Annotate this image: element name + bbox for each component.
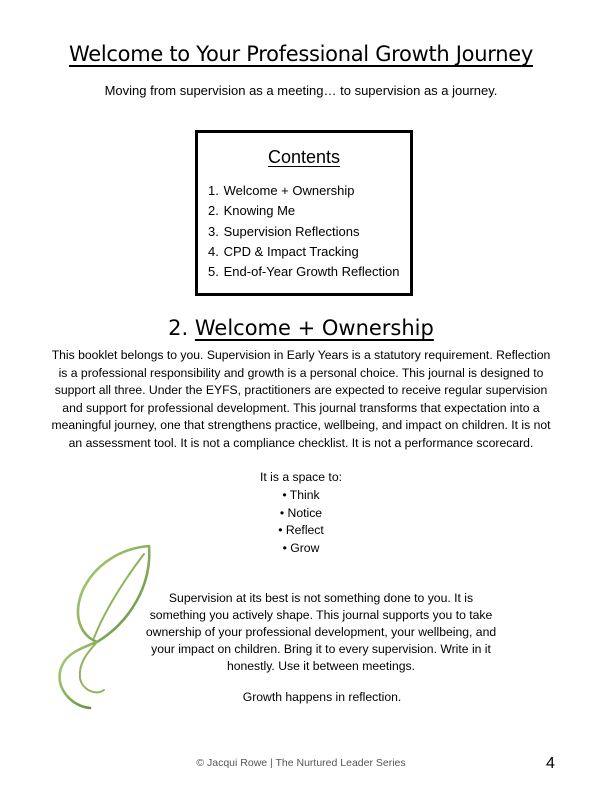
contents-item: 4. CPD & Impact Tracking bbox=[208, 243, 359, 259]
contents-box bbox=[195, 130, 413, 296]
list-item: • Reflect bbox=[278, 523, 324, 537]
contents-item: 2. Knowing Me bbox=[208, 203, 296, 219]
footer-copyright: © Jacqui Rowe | The Nurtured Leader Series bbox=[196, 757, 406, 769]
page-subtitle: Moving from supervision as a meeting… to supervision as a journey. bbox=[104, 83, 498, 98]
intro-paragraph: This booklet belongs to you. Supervision in Early Years is a statutory requirement. Reflection is a professional responsibility and growth is a personal choice. This journal is designed to support all three. Under the EYFS, practitioners are expected to receive regular supervision and support for professional development. This journal transforms that expectation into a meaningful journey, one that strengthens practice, wellbeing, and impact on children. It is not an assessment tool. It is not a compliance checklist. It is not a performance scorecard. bbox=[51, 348, 551, 450]
section-heading bbox=[0, 316, 602, 340]
section-number: 2. bbox=[168, 316, 189, 340]
contents-item: 5. End-of-Year Growth Reflection bbox=[208, 264, 400, 280]
page-title: Welcome to Your Professional Growth Journey bbox=[69, 42, 533, 66]
contents-list bbox=[208, 181, 399, 282]
space-lead: It is a space to: bbox=[260, 470, 342, 484]
growth-line: Growth happens in reflection. bbox=[242, 690, 402, 704]
closing-paragraph: Supervision at its best is not something done to you. It is something you actively shape. This journal supports you to take ownership of your professional development, your wellbeing, and your impact on children. Bring it to every supervision. Write in it honestly. Use it between meetings. bbox=[145, 591, 497, 673]
list-item: • Notice bbox=[279, 505, 323, 520]
contents-item: 3. Supervision Reflections bbox=[208, 223, 360, 239]
section-title: Welcome + Ownership bbox=[194, 316, 434, 340]
list-item: • Think bbox=[282, 488, 320, 502]
contents-item: 1. Welcome + Ownership bbox=[208, 183, 355, 198]
contents-title: Contents bbox=[267, 147, 341, 167]
page-number: 4 bbox=[546, 755, 555, 772]
list-item: • Grow bbox=[282, 540, 320, 555]
